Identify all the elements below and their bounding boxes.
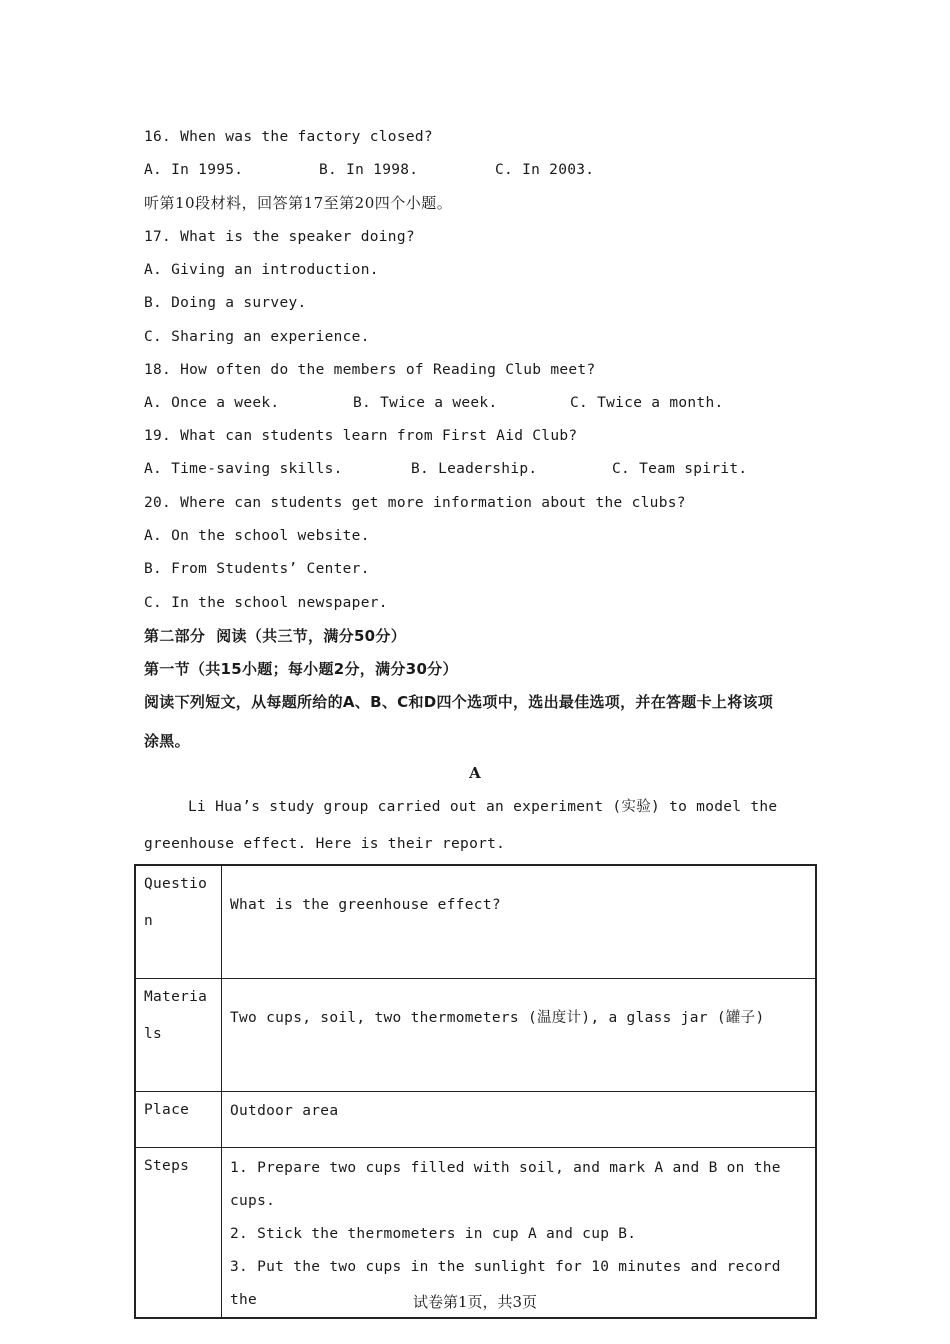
- row-value-place: Outdoor area: [222, 1092, 817, 1148]
- q16-option-b: B. In 1998.: [319, 162, 419, 178]
- question-17: 17. What is the speaker doing?: [144, 229, 415, 245]
- step-1: 1. Prepare two cups filled with soil, and mark A and B on the cups.: [230, 1160, 781, 1209]
- question-18: 18. How often do the members of Reading Club meet?: [144, 362, 596, 378]
- q20-option-b: B. From Students’ Center.: [144, 561, 370, 577]
- row-header-materials: Materials: [135, 979, 222, 1092]
- row-value-question: What is the greenhouse effect?: [222, 865, 817, 979]
- q18-option-c: C. Twice a month.: [570, 395, 724, 411]
- passage-a-intro-line1: Li Hua’s study group carried out an experiment (实验) to model the: [188, 799, 778, 815]
- row-header-steps: Steps: [135, 1148, 222, 1319]
- table-row: [135, 979, 816, 1092]
- page-footer: 试卷第1页，共3页: [412, 1293, 538, 1311]
- q19-option-a: A. Time-saving skills.: [144, 461, 343, 477]
- part2-heading: 第二部分 阅读（共三节，满分50分）: [144, 627, 407, 645]
- experiment-report-table: [134, 864, 817, 1319]
- q16-option-a: A. In 1995.: [144, 162, 244, 178]
- row-value-materials: Two cups, soil, two thermometers (温度计), a glass jar (罐子): [222, 979, 817, 1092]
- q19-option-c: C. Team spirit.: [612, 461, 748, 477]
- question-19: 19. What can students learn from First Aid Club?: [144, 428, 578, 444]
- passage-a-label: A: [469, 764, 481, 782]
- row-header-question: Question: [135, 865, 222, 979]
- part2-section1-heading: 第一节（共15小题；每小题2分，满分30分）: [144, 660, 458, 678]
- part2-instruction-line2: 涂黑。: [144, 732, 190, 750]
- step-2: 2. Stick the thermometers in cup A and cup B.: [230, 1226, 637, 1242]
- table-row: [135, 1092, 816, 1148]
- question-20: 20. Where can students get more information about the clubs?: [144, 495, 686, 511]
- row-header-place: Place: [135, 1092, 222, 1148]
- q16-option-c: C. In 2003.: [495, 162, 595, 178]
- section10-instruction: 听第10段材料，回答第17至第20四个小题。: [144, 194, 453, 212]
- q20-option-a: A. On the school website.: [144, 528, 370, 544]
- q18-option-a: A. Once a week.: [144, 395, 280, 411]
- q19-option-b: B. Leadership.: [411, 461, 538, 477]
- q17-option-c: C. Sharing an experience.: [144, 329, 370, 345]
- table-row: [135, 865, 816, 979]
- q17-option-b: B. Doing a survey.: [144, 295, 307, 311]
- question-16: 16. When was the factory closed?: [144, 129, 433, 145]
- q20-option-c: C. In the school newspaper.: [144, 595, 388, 611]
- passage-a-intro-line2: greenhouse effect. Here is their report.: [144, 836, 506, 852]
- step-3: 3. Put the two cups in the sunlight for 10 minutes and record the: [230, 1259, 781, 1308]
- q18-option-b: B. Twice a week.: [353, 395, 498, 411]
- q17-option-a: A. Giving an introduction.: [144, 262, 379, 278]
- part2-instruction-line1: 阅读下列短文，从每题所给的A、B、C和D四个选项中，选出最佳选项，并在答题卡上将该项: [144, 693, 774, 711]
